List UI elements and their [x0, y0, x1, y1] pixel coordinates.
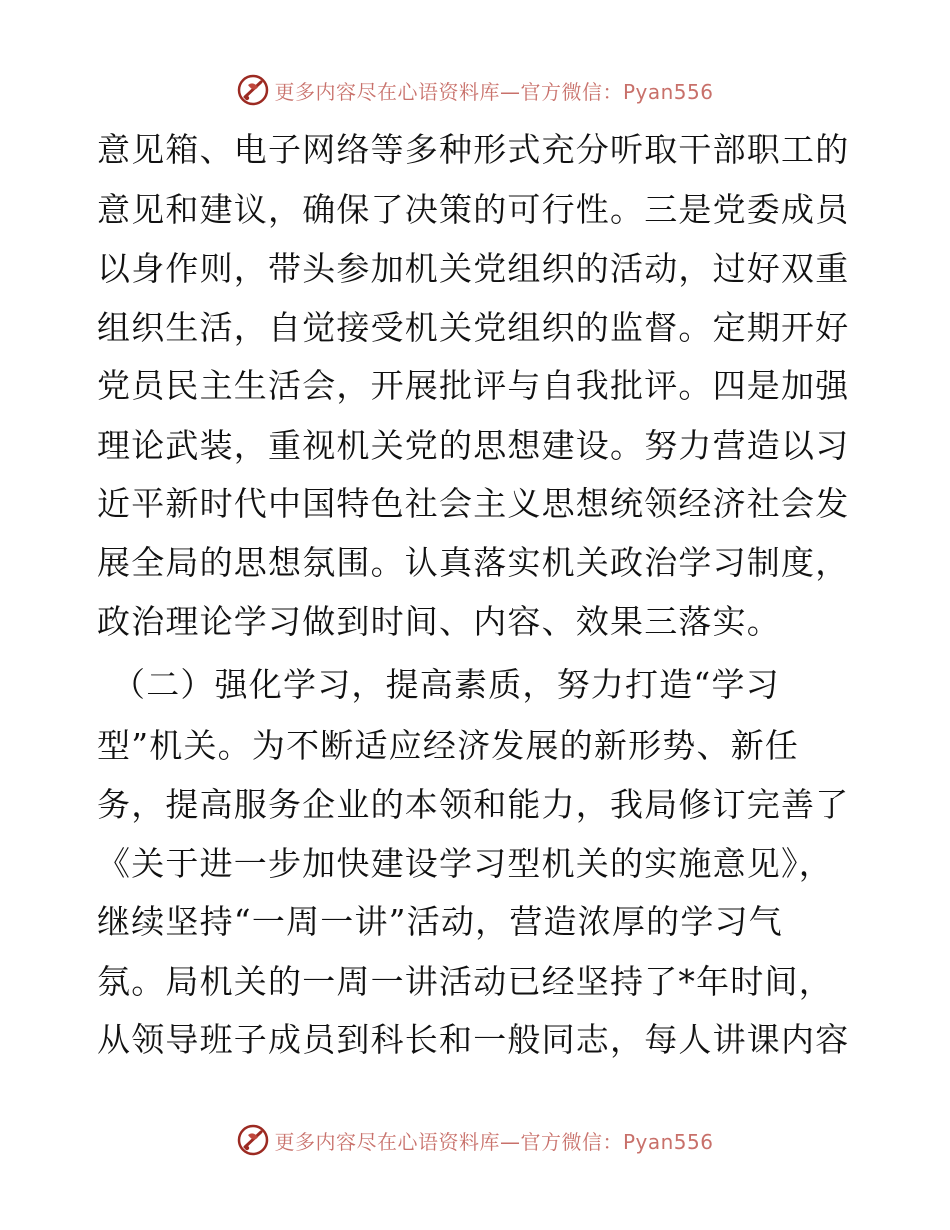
footer-banner	[0, 1120, 950, 1160]
paragraph-line: 意见箱、电子网络等多种形式充分听取干部职工的	[97, 130, 850, 169]
logo-icon	[236, 73, 270, 107]
paragraph-line: 务，提高服务企业的本领和能力，我局修订完善了	[97, 785, 850, 824]
paragraph-line: 继续坚持“一周一讲”活动，营造浓厚的学习气	[97, 902, 783, 941]
logo-icon	[236, 1123, 270, 1157]
paragraph-line: 以身作则，带头参加机关党组织的活动，过好双重	[97, 249, 850, 288]
paragraph-line: 党员民主生活会，开展批评与自我批评。四是加强	[97, 366, 850, 405]
footer-banner-text: 更多内容尽在心语资料库—官方微信：Pyan556	[274, 1129, 714, 1154]
section-heading-line: （二）强化学习，提高素质，努力打造“学习	[112, 665, 780, 704]
paragraph-line: 意见和建议，确保了决策的可行性。三是党委成员	[97, 190, 850, 229]
paragraph-line: 展全局的思想氛围。认真落实机关政治学习制度，	[97, 543, 850, 582]
paragraph-line: 理论武装，重视机关党的思想建设。努力营造以习	[97, 426, 850, 465]
paragraph-line: 《关于进一步加快建设学习型机关的实施意见》，	[97, 844, 833, 883]
paragraph-line: 从领导班子成员到科长和一般同志，每人讲课内容	[97, 1020, 850, 1059]
header-banner-text: 更多内容尽在心语资料库—官方微信：Pyan556	[274, 79, 714, 104]
paragraph-line: 型”机关。为不断适应经济发展的新形势、新任	[97, 726, 800, 765]
paragraph-line: 近平新时代中国特色社会主义思想统领经济社会发	[97, 484, 850, 523]
paragraph-line: 政治理论学习做到时间、内容、效果三落实。	[97, 602, 781, 641]
paragraph-line: 组织生活，自觉接受机关党组织的监督。定期开好	[97, 308, 850, 347]
header-banner	[0, 70, 950, 110]
paragraph-line: 氛。局机关的一周一讲活动已经坚持了*年时间，	[97, 962, 833, 1001]
